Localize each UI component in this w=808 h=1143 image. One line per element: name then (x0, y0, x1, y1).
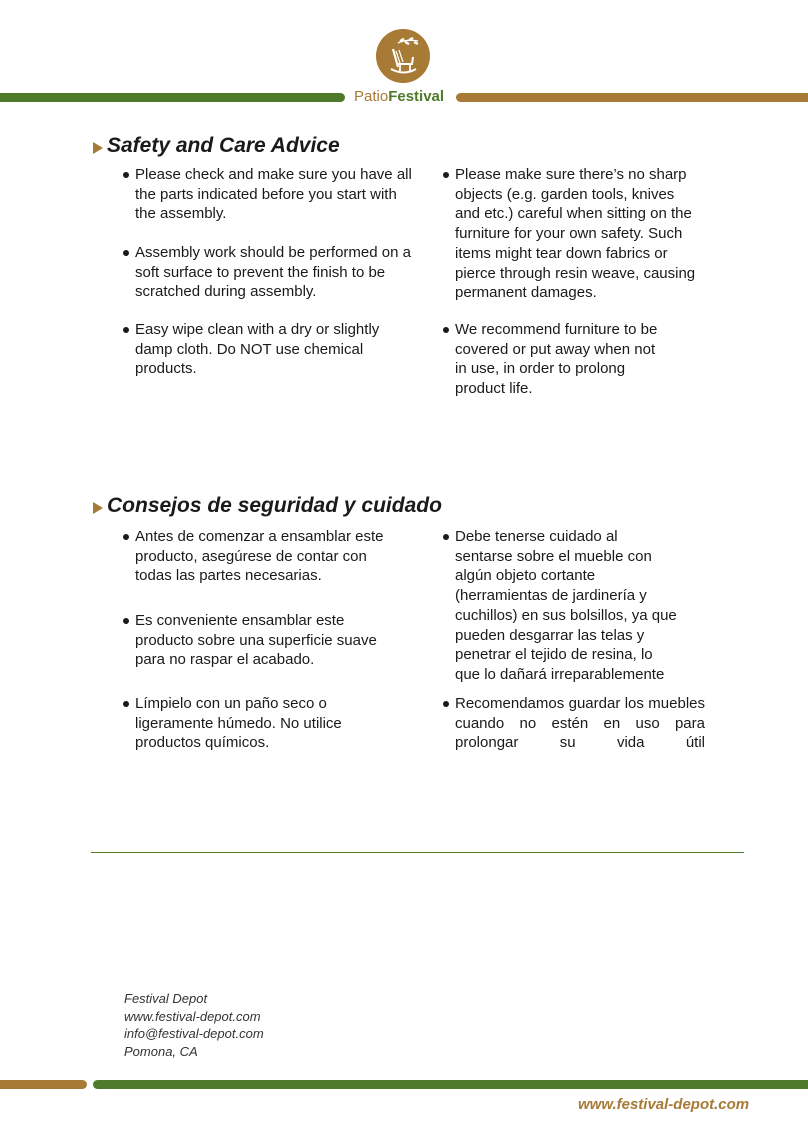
list-item-text: Debe tenerse cuidado al sentarse sobre el mueble con algún objeto cortante (herramientas de jardinería y cuchillos) en sus bolsillos, ya que pueden desgarrar las telas y penetrar el tejido de resina, lo que lo dañará irreparablemente (455, 528, 677, 683)
list-item-text: Antes de comenzar a ensamblar este producto, asegúrese de contar con todas las partes necesarias. (135, 528, 384, 585)
list-item-text: Es conveniente ensamblar este producto sobre una superficie suave para no raspar el acabado. (135, 612, 377, 669)
bullet-dot-icon (123, 250, 129, 256)
section-title-english: Safety and Care Advice (107, 134, 340, 157)
list-item-text: Recomendamos guardar los muebles cuando no estén en uso para prolongar su vida útil (455, 695, 705, 752)
bullet-dot-icon (443, 172, 449, 178)
footer-bar-brown (0, 1080, 87, 1089)
section-title-spanish: Consejos de seguridad y cuidado (107, 494, 442, 517)
bullet-dot-icon (123, 618, 129, 624)
english-right-column (443, 165, 713, 405)
rocking-chair-logo-icon (376, 29, 430, 83)
bullet-dot-icon (123, 172, 129, 178)
header-bar-green (0, 93, 345, 102)
bullet-dot-icon (123, 327, 129, 333)
bullet-dot-icon (443, 701, 449, 707)
header-bar-brown (456, 93, 808, 102)
company-name: Festival Depot (124, 991, 208, 1006)
bullet-dot-icon (123, 701, 129, 707)
spanish-left-column (123, 527, 433, 757)
english-left-column (123, 165, 433, 405)
list-item-text: Límpielo con un paño seco o ligeramente húmedo. No utilice productos químicos. (135, 695, 342, 752)
location: Pomona, CA (124, 1043, 198, 1059)
bullet-dot-icon (443, 327, 449, 333)
bullet-dot-icon (123, 534, 129, 540)
triangle-bullet-icon (93, 502, 103, 514)
footer-divider (91, 852, 744, 853)
list-item-text: Please check and make sure you have all the parts indicated before you start with the assembly. (135, 166, 412, 223)
contact-block (124, 990, 264, 1060)
website-link[interactable]: www.festival-depot.com (124, 1008, 261, 1024)
triangle-bullet-icon (93, 142, 103, 154)
brand-part-festival: Festival (388, 88, 445, 105)
brand-wordmark (354, 88, 444, 106)
bullet-dot-icon (443, 534, 449, 540)
list-item-text: Assembly work should be performed on a soft surface to prevent the finish to be scratched during assembly. (135, 244, 411, 301)
list-item-text: Easy wipe clean with a dry or slightly damp cloth. Do NOT use chemical products. (135, 321, 380, 378)
brand-part-patio: Patio (354, 88, 389, 105)
list-item-text: Please make sure there’s no sharp objects (e.g. garden tools, knives and etc.) careful when sitting on the furniture for your own safety. Such items might tear down fabrics or pierce through resin weave, causing permanent damages. (455, 166, 696, 302)
footer-bar-green (93, 1080, 808, 1089)
list-item-text: We recommend furniture to be covered or put away when not in use, in order to prolong product life. (455, 321, 658, 398)
email-link[interactable]: info@festival-depot.com (124, 1026, 264, 1041)
footer-url-link[interactable]: www.festival-depot.com (578, 1096, 750, 1113)
spanish-right-column (443, 527, 713, 757)
